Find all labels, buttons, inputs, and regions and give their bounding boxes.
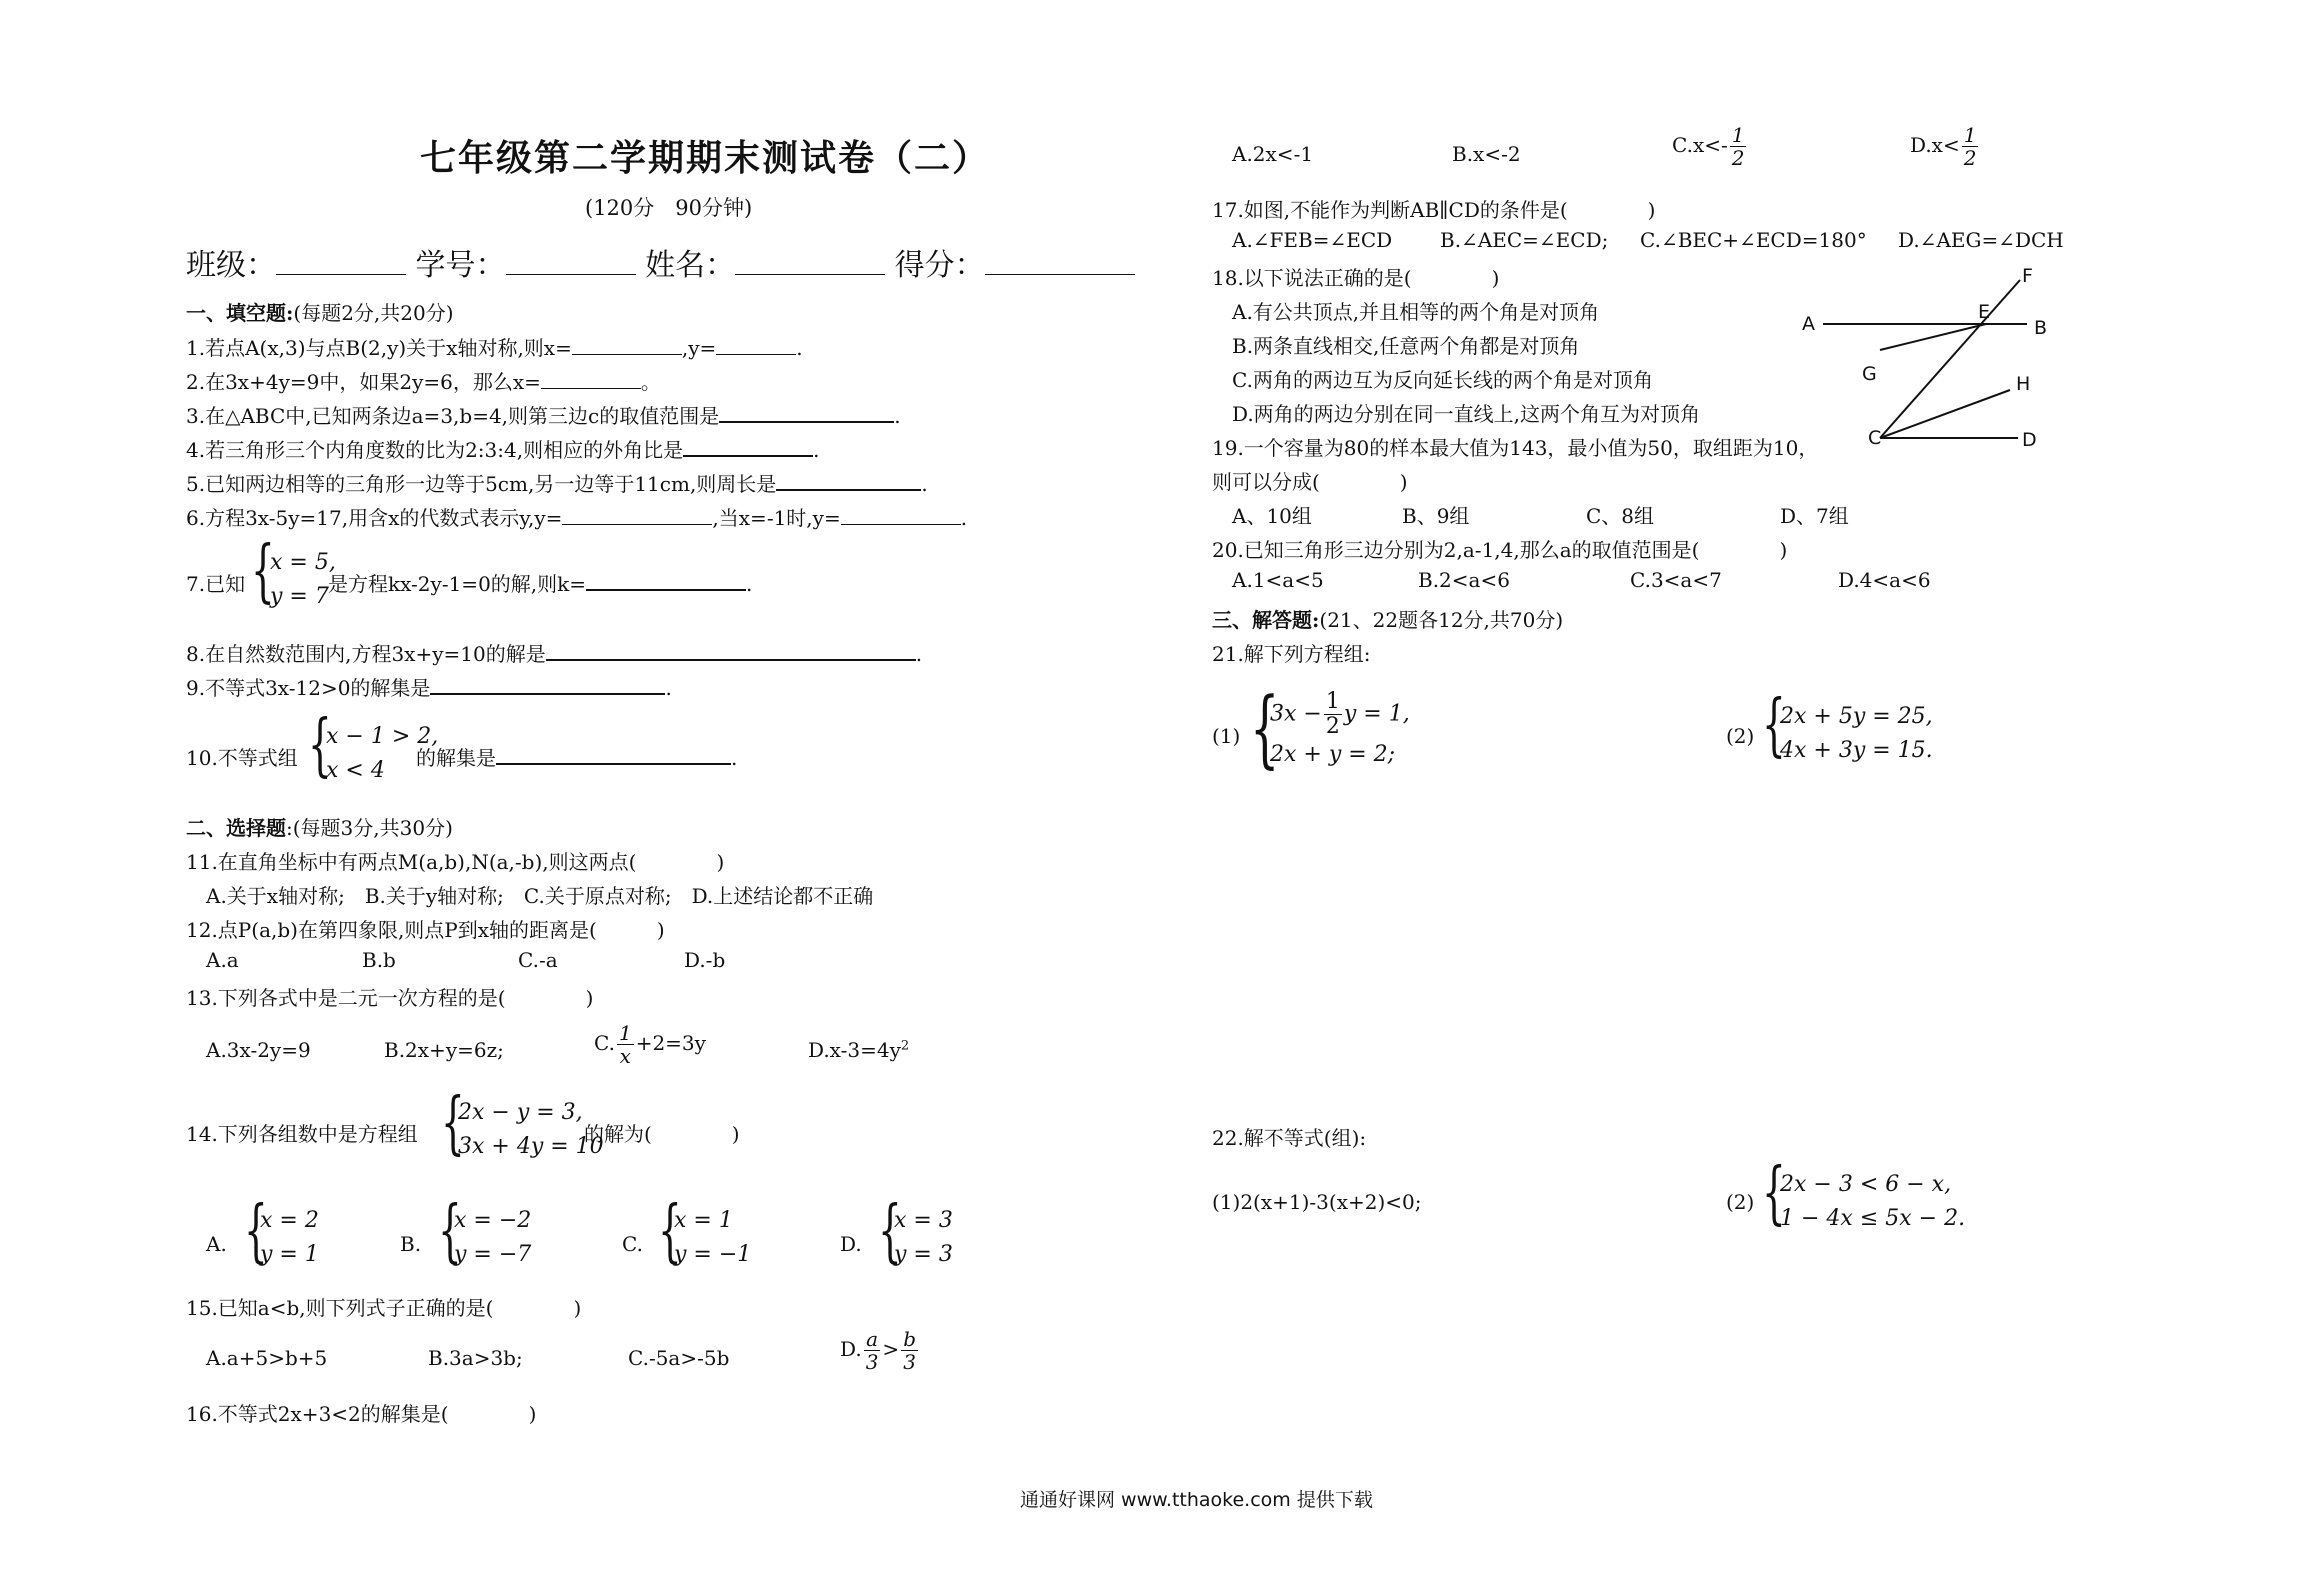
page-subtitle: (120分 90分钟) xyxy=(585,196,753,220)
q21-part2-eq1: 2x + 5y = 25, xyxy=(1780,704,1933,729)
q6-dot: . xyxy=(960,506,968,530)
q21-part1-eq2: 2x + y = 2; xyxy=(1270,742,1396,767)
q18-option-a: A.有公共顶点,并且相等的两个角是对顶角 xyxy=(1232,300,1600,324)
q21-part1-brace: { xyxy=(1250,679,1280,777)
q15d-num-b: b xyxy=(903,1327,916,1351)
q3-text: 3.在△ABC中,已知两条边a=3,b=4,则第三边c的取值范围是 xyxy=(186,404,720,428)
q21s1-fraction xyxy=(1324,690,1342,739)
question-8 xyxy=(186,638,922,667)
q15-option-d xyxy=(840,1328,920,1373)
section2-title: 二、选择题 xyxy=(186,816,286,840)
question-9 xyxy=(186,672,672,701)
q21-part2-brace: { xyxy=(1762,686,1786,765)
question-11: 11.在直角坐标中有两点M(a,b),N(a,-b),则这两点( ) xyxy=(186,850,725,874)
q6-blank-val[interactable] xyxy=(841,504,961,525)
question-14-cont: 的解为( ) xyxy=(584,1122,740,1146)
q21s1-denominator: 2 xyxy=(1325,714,1340,740)
label-d: D xyxy=(2022,429,2037,451)
label-f: F xyxy=(2022,265,2033,287)
q16-option-a: A.2x<-1 xyxy=(1232,142,1314,166)
q17-option-a: A.∠FEB=∠ECD xyxy=(1232,228,1393,252)
q16d-fraction xyxy=(1962,124,1979,169)
question-10-cont xyxy=(416,742,737,771)
question-18: 18.以下说法正确的是( ) xyxy=(1212,266,1500,290)
q10-eq1: x − 1 > 2, xyxy=(326,724,439,749)
q17-option-d: D.∠AEG=∠DCH xyxy=(1898,228,2064,252)
q5-dot: . xyxy=(921,472,928,496)
q15d-num-a: a xyxy=(864,1328,881,1351)
q13c-label: C. xyxy=(594,1031,615,1055)
q20-option-d: D.4<a<6 xyxy=(1838,568,1931,592)
label-a: A xyxy=(1802,313,1815,335)
id-blank[interactable] xyxy=(506,241,636,275)
q13d-exponent: 2 xyxy=(900,1038,910,1054)
q14-option-a xyxy=(260,1204,319,1272)
class-label: 班级： xyxy=(186,248,276,283)
q19-option-a: A、10组 xyxy=(1232,504,1312,528)
q4-text: 4.若三角形三个内角度数的比为2:3:4,则相应的外角比是 xyxy=(186,438,684,462)
q7-eq1: x = 5, xyxy=(270,550,336,575)
q14-brace: { xyxy=(441,1084,465,1163)
q6-text-a: 6.方程3x-5y=17,用含x的代数式表示y,y= xyxy=(186,506,563,530)
q16c-numerator: 1 xyxy=(1731,123,1745,147)
line-ch xyxy=(1880,390,2010,438)
q4-dot: . xyxy=(813,438,820,462)
q3-dot: . xyxy=(894,404,901,428)
q1-dot: . xyxy=(796,336,803,360)
question-21: 21.解下列方程组: xyxy=(1212,642,1371,666)
question-6 xyxy=(186,502,967,531)
q22-part2-brace: { xyxy=(1762,1154,1786,1233)
question-1 xyxy=(186,332,803,361)
q21-part1-eq1 xyxy=(1270,690,1410,744)
question-17: 17.如图,不能作为判断AB∥CD的条件是( ) xyxy=(1212,198,1656,222)
label-h: H xyxy=(2016,373,2031,395)
q21-part2-system xyxy=(1780,700,1933,768)
q14-system xyxy=(458,1096,604,1164)
q10-eq2: x < 4 xyxy=(326,758,385,784)
section2-note: :(每题3分,共30分) xyxy=(286,816,453,840)
q12-option-d: D.-b xyxy=(684,948,726,972)
q7-text-b: 是方程kx-2y-1=0的解,则k= xyxy=(328,572,587,596)
q17-option-b: B.∠AEC=∠ECD; xyxy=(1440,228,1609,252)
q15-option-b: B.3a>3b; xyxy=(428,1346,523,1370)
q20-option-c: C.3<a<7 xyxy=(1630,568,1722,592)
q15-option-a: A.a+5>b+5 xyxy=(206,1346,328,1370)
question-7 xyxy=(186,568,245,597)
q15d-den-a: 3 xyxy=(865,1350,879,1374)
q6-blank-y[interactable] xyxy=(562,504,712,525)
question-20: 20.已知三角形三边分别为2,a-1,4,那么a的取值范围是( ) xyxy=(1212,538,1788,562)
q1-blank-y[interactable] xyxy=(716,334,796,355)
question-3 xyxy=(186,400,901,429)
question-14: 14.下列各组数中是方程组 xyxy=(186,1122,418,1146)
student-info-row xyxy=(186,240,1135,284)
q8-dot: . xyxy=(915,642,923,666)
q20-option-b: B.2<a<6 xyxy=(1418,568,1510,592)
q21-part2-eq2: 4x + 3y = 15. xyxy=(1780,738,1933,764)
question-10 xyxy=(186,742,298,771)
name-label: 姓名： xyxy=(645,248,736,283)
question-16: 16.不等式2x+3<2的解集是( ) xyxy=(186,1402,537,1426)
q21-part1-label: (1) xyxy=(1212,724,1241,748)
label-c: C xyxy=(1868,427,1882,449)
section1-note: (每题2分,共20分) xyxy=(293,301,454,325)
page-title: 七年级第二学期期末测试卷（二） xyxy=(420,137,991,179)
q17-option-c: C.∠BEC+∠ECD=180° xyxy=(1640,228,1867,252)
question-7-cont xyxy=(328,568,752,597)
question-12: 12.点P(a,b)在第四象限,则点P到x轴的距离是( ) xyxy=(186,918,665,942)
q21s1-numerator: 1 xyxy=(1325,689,1340,714)
q5-blank[interactable] xyxy=(776,469,921,491)
q14-option-a-label: A. xyxy=(206,1232,227,1256)
q14a-eq1: x = 2 xyxy=(260,1208,319,1233)
q14d-eq2: y = 3 xyxy=(894,1242,953,1268)
q15d-label: D. xyxy=(840,1337,862,1361)
q14b-brace: { xyxy=(438,1192,462,1271)
q15d-fraction-a xyxy=(864,1328,881,1373)
q20-option-a: A.1<a<5 xyxy=(1232,568,1324,592)
q12-option-c: C.-a xyxy=(518,948,558,972)
label-g: G xyxy=(1862,363,1877,385)
q8-blank[interactable] xyxy=(546,639,916,661)
parallel-lines-figure xyxy=(1790,260,2070,460)
q16-option-c xyxy=(1672,124,1748,169)
q18-option-b: B.两条直线相交,任意两个角都是对顶角 xyxy=(1232,334,1580,358)
q7-system xyxy=(270,546,336,614)
q2-end: 。 xyxy=(640,370,661,394)
q22-part2-system xyxy=(1780,1168,1965,1236)
q2-text: 2.在3x+4y=9中，如果2y=6，那么x= xyxy=(186,370,541,394)
page-footer: 通通好课网 www.tthaoke.com 提供下载 xyxy=(1020,1489,1373,1511)
q8-text: 8.在自然数范围内,方程3x+y=10的解是 xyxy=(186,642,546,666)
q9-text: 9.不等式3x-12>0的解集是 xyxy=(186,676,431,700)
q13-option-c xyxy=(594,1022,706,1067)
q7-brace: { xyxy=(251,532,275,611)
q7-dot: . xyxy=(746,572,753,596)
q21s1-post: y = 1, xyxy=(1343,701,1410,727)
q16c-label: C.x<- xyxy=(1672,133,1728,157)
q16d-denominator: 2 xyxy=(1963,146,1977,170)
q13c-rest: +2=3y xyxy=(635,1031,706,1055)
q7-blank[interactable] xyxy=(586,569,746,591)
q10-text-a: 10.不等式组 xyxy=(186,746,298,770)
q10-dot: . xyxy=(731,746,738,770)
q15d-fraction-b xyxy=(901,1328,918,1373)
q6-text-b: ,当x=-1时,y= xyxy=(712,506,841,530)
score-label: 得分： xyxy=(894,248,985,283)
q21-part2-label: (2) xyxy=(1726,724,1755,748)
q13-option-d xyxy=(808,1038,909,1062)
q16-option-d xyxy=(1910,124,1980,169)
question-15: 15.已知a<b,则下列式子正确的是( ) xyxy=(186,1296,582,1320)
line-cf xyxy=(1880,280,2020,438)
section1-title: 一、填空题: xyxy=(186,301,294,325)
q12-option-b: B.b xyxy=(362,948,396,972)
q2-blank[interactable] xyxy=(541,368,641,389)
section1-heading xyxy=(186,297,454,326)
q14b-eq2: y = −7 xyxy=(454,1242,532,1268)
label-b: B xyxy=(2034,317,2048,339)
q14-option-b-label: B. xyxy=(400,1232,422,1256)
q14a-eq2: y = 1 xyxy=(260,1242,319,1268)
q13c-numerator: 1 xyxy=(618,1021,632,1045)
q16-option-b: B.x<-2 xyxy=(1452,142,1521,166)
q13-option-a: A.3x-2y=9 xyxy=(206,1038,311,1062)
question-5 xyxy=(186,468,928,497)
q14b-eq1: x = −2 xyxy=(454,1208,532,1233)
section3-note: (21、22题各12分,共70分) xyxy=(1319,608,1564,632)
q18-option-c: C.两角的两边互为反向延长线的两个角是对顶角 xyxy=(1232,368,1653,392)
q7-eq2: y = 7 xyxy=(270,584,329,610)
q10-text-b: 的解集是 xyxy=(416,746,496,770)
id-label: 学号： xyxy=(415,248,506,283)
question-4 xyxy=(186,434,819,463)
q15d-den-b: 3 xyxy=(903,1350,916,1374)
score-blank[interactable] xyxy=(985,241,1135,275)
label-e: E xyxy=(1978,301,1991,323)
q14c-brace: { xyxy=(658,1192,682,1271)
q19-option-d: D、7组 xyxy=(1780,504,1849,528)
section3-title: 三、解答题: xyxy=(1212,608,1320,632)
question-19: 19.一个容量为80的样本最大值为143，最小值为50，取组距为10， xyxy=(1212,436,1819,460)
q13-option-b: B.2x+y=6z; xyxy=(384,1038,504,1062)
q1-text-a: 1.若点A(x,3)与点B(2,y)关于x轴对称,则x= xyxy=(186,336,572,360)
q1-text-b: ,y= xyxy=(681,336,717,360)
q9-blank[interactable] xyxy=(430,673,665,695)
q1-blank-x[interactable] xyxy=(572,334,682,355)
q14d-eq1: x = 3 xyxy=(894,1208,953,1233)
q21-part1-system xyxy=(1270,690,1410,766)
q14-eq2: 3x + 4y = 10 xyxy=(458,1134,604,1160)
q22-part2-eq2: 1 − 4x ≤ 5x − 2. xyxy=(1780,1206,1966,1232)
q10-brace: { xyxy=(308,706,332,785)
q14d-brace: { xyxy=(878,1192,902,1271)
q14c-eq2: y = −1 xyxy=(674,1242,752,1268)
q16c-fraction xyxy=(1730,124,1747,169)
q10-blank[interactable] xyxy=(496,743,731,765)
q14c-eq1: x = 1 xyxy=(674,1208,733,1233)
q15-option-c: C.-5a>-5b xyxy=(628,1346,730,1370)
question-13: 13.下列各式中是二元一次方程的是( ) xyxy=(186,986,594,1010)
q13c-denominator: x xyxy=(619,1044,631,1068)
q16d-numerator: 1 xyxy=(1963,123,1977,147)
q12-option-a: A.a xyxy=(206,948,239,972)
q18-option-d: D.两角的两边分别在同一直线上,这两个角互为对顶角 xyxy=(1232,402,1701,426)
q14a-brace: { xyxy=(244,1192,268,1271)
class-blank[interactable] xyxy=(276,241,406,275)
name-blank[interactable] xyxy=(735,241,885,275)
q15d-operator: > xyxy=(882,1337,900,1361)
q14-eq1: 2x − y = 3, xyxy=(458,1100,583,1125)
question-22: 22.解不等式(组): xyxy=(1212,1126,1367,1150)
q14-option-b xyxy=(454,1204,531,1272)
q22-part1: (1)2(x+1)-3(x+2)<0; xyxy=(1212,1190,1422,1214)
q21s1-pre: 3x − xyxy=(1270,701,1322,727)
q14-option-d xyxy=(894,1204,953,1272)
q5-text: 5.已知两边相等的三角形一边等于5cm,另一边等于11cm,则周长是 xyxy=(186,472,777,496)
q14-option-c xyxy=(674,1204,751,1272)
question-2 xyxy=(186,366,661,395)
q13c-fraction xyxy=(617,1022,634,1067)
q9-dot: . xyxy=(665,676,672,700)
q14-option-c-label: C. xyxy=(622,1232,643,1256)
q22-part2-eq1: 2x − 3 < 6 − x, xyxy=(1780,1172,1952,1197)
q19-option-c: C、8组 xyxy=(1586,504,1655,528)
q7-text-a: 7.已知 xyxy=(186,572,246,596)
section2-heading xyxy=(186,812,453,841)
q11-options: A.关于x轴对称; B.关于y轴对称; C.关于原点对称; D.上述结论都不正确 xyxy=(206,884,874,908)
q16d-label: D.x< xyxy=(1910,133,1960,157)
q13d-text: D.x-3=4y xyxy=(808,1038,901,1062)
q19-option-b: B、9组 xyxy=(1402,504,1470,528)
q14-option-d-label: D. xyxy=(840,1232,862,1256)
section3-heading xyxy=(1212,604,1563,633)
question-19-cont: 则可以分成( ) xyxy=(1212,470,1408,494)
q3-blank[interactable] xyxy=(719,401,894,423)
q4-blank[interactable] xyxy=(683,435,813,457)
q16c-denominator: 2 xyxy=(1731,146,1745,170)
q22-part2-label: (2) xyxy=(1726,1190,1755,1214)
